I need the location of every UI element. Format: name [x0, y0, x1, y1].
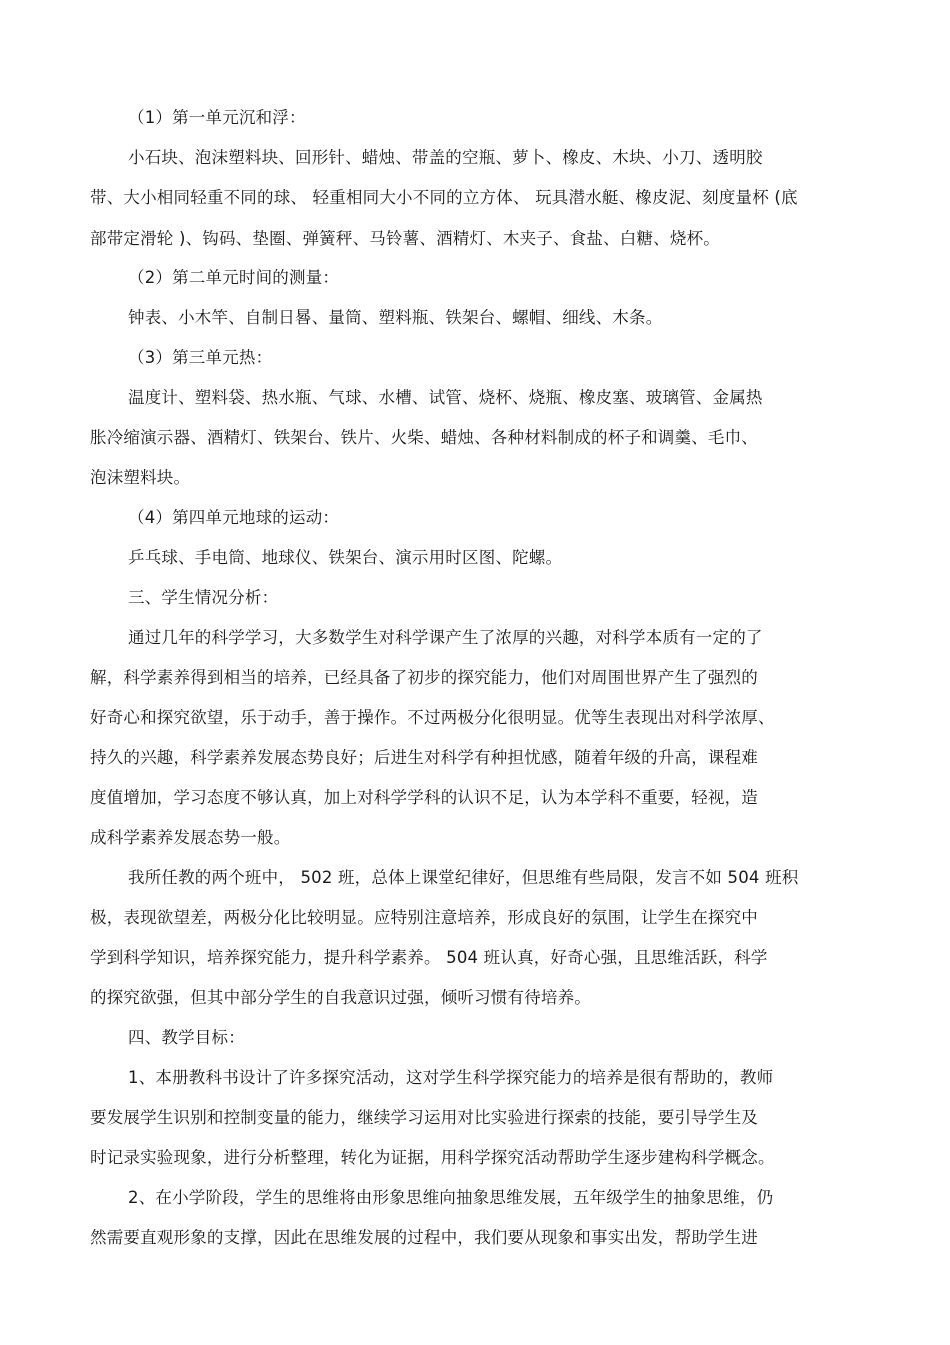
- text-line: 小石块、泡沫塑料块、回形针、蜡烛、带盖的空瓶、萝卜、橡皮、木块、小刀、透明胶: [128, 148, 763, 167]
- text-line: 学到科学知识，培养探究能力，提升科学素养。 504 班认真，好奇心强，且思维活跃，科学: [90, 948, 768, 967]
- text-line: 胀冷缩演示器、酒精灯、铁架台、铁片、火柴、蜡烛、各种材料制成的杯子和调羹、毛巾、: [90, 428, 758, 447]
- text-line: 度值增加，学习态度不够认真，加上对科学学科的认识不足，认为本学科不重要，轻视，造: [90, 788, 758, 807]
- text-line: 我所任教的两个班中， 502 班，总体上课堂纪律好，但思维有些局限，发言不如 504 班积: [128, 868, 799, 887]
- text-line: 持久的兴趣，科学素养发展态势良好；后进生对科学有种担忧感，随着年级的升高，课程难: [90, 748, 758, 767]
- text-line: 泡沫塑料块。: [90, 468, 191, 487]
- text-line: 时记录实验现象，进行分析整理，转化为证据，用科学探究活动帮助学生逐步建构科学概念。: [90, 1148, 775, 1167]
- text-line: 1、本册教科书设计了许多探究活动，这对学生科学探究能力的培养是很有帮助的，教师: [128, 1068, 774, 1087]
- heading-unit-2: （2）第二单元时间的测量：: [128, 268, 340, 287]
- text-line: 成科学素养发展态势一般。: [90, 828, 291, 847]
- heading-unit-4: （4）第四单元地球的运动：: [128, 508, 340, 527]
- text-line: 带、大小相同轻重不同的球、 轻重相同大小不同的立方体、 玩具潜水艇、橡皮泥、刻度量杯 (底: [90, 188, 798, 207]
- text-line: 部带定滑轮 )、钩码、垫圈、弹簧秤、马铃薯、酒精灯、木夹子、食盐、白糖、烧杯。: [90, 229, 720, 248]
- text-line: 极，表现欲望差，两极分化比较明显。应特别注意培养，形成良好的氛围，让学生在探究中: [90, 908, 758, 927]
- text-line: 要发展学生识别和控制变量的能力，继续学习运用对比实验进行探索的技能，要引导学生及: [90, 1108, 758, 1127]
- text-line: 解，科学素养得到相当的培养，已经具备了初步的探究能力，他们对周围世界产生了强烈的: [90, 668, 758, 687]
- text-line: 好奇心和探究欲望，乐于动手，善于操作。不过两极分化很明显。优等生表现出对科学浓厚、: [90, 708, 775, 727]
- text-line: 然需要直观形象的支撑，因此在思维发展的过程中，我们要从现象和事实出发，帮助学生进: [90, 1228, 758, 1247]
- heading-unit-1: （1）第一单元沉和浮：: [128, 108, 306, 127]
- section-heading-3: 三、学生情况分析：: [128, 588, 279, 607]
- text-line: 温度计、塑料袋、热水瓶、气球、水槽、试管、烧杯、烧瓶、橡皮塞、玻璃管、金属热: [128, 388, 763, 407]
- text-line: 通过几年的科学学习，大多数学生对科学课产生了浓厚的兴趣，对科学本质有一定的了: [128, 628, 763, 647]
- text-line: 2、在小学阶段，学生的思维将由形象思维向抽象思维发展，五年级学生的抽象思维，仍: [128, 1188, 774, 1207]
- text-line: 乒乓球、手电筒、地球仪、铁架台、演示用时区图、陀螺。: [128, 548, 563, 567]
- heading-unit-3: （3）第三单元热：: [128, 348, 273, 367]
- text-line: 钟表、小木竿、自制日晷、量筒、塑料瓶、铁架台、螺帽、细线、木条。: [128, 308, 663, 327]
- text-line: 的探究欲强，但其中部分学生的自我意识过强，倾听习惯有待培养。: [90, 988, 591, 1007]
- section-heading-4: 四、教学目标：: [128, 1028, 245, 1047]
